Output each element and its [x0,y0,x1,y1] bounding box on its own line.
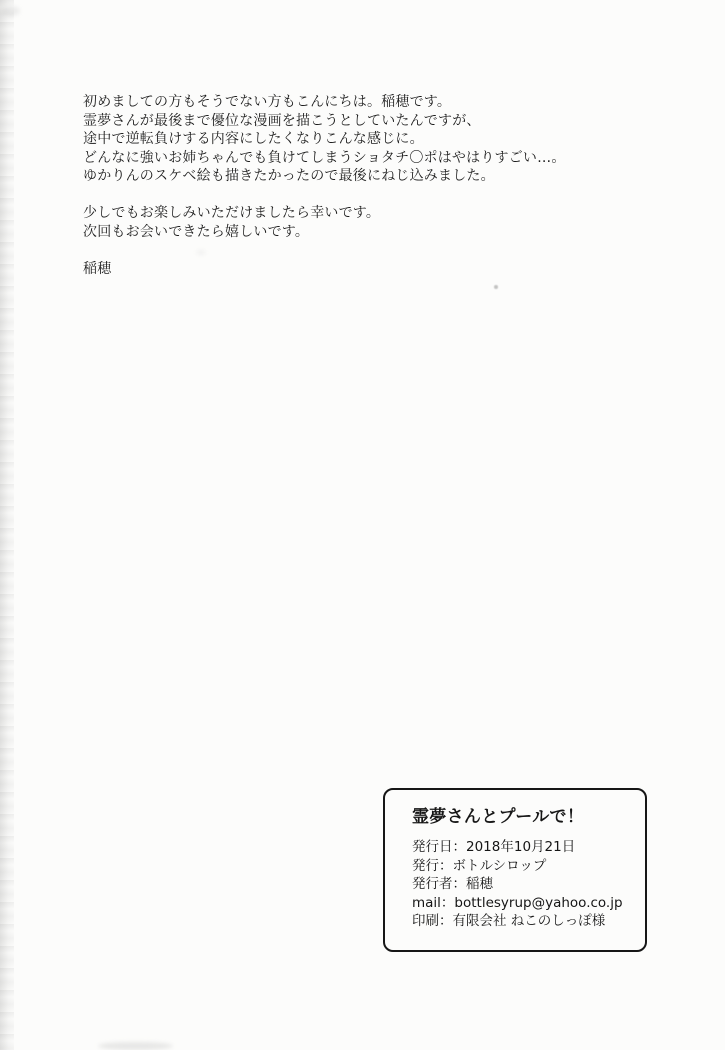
colophon-publish-date: 発行日：2018年10月21日 [412,839,576,855]
scan-artifact [2,6,20,16]
afterword-text-block [83,93,643,278]
author-signature: 稲穂 [83,260,112,277]
afterword-line: 少しでもお楽しみいただけましたら幸いです。 [83,205,381,221]
colophon-title: 霊夢さんとプールで！ [412,807,585,827]
scan-artifact [98,1042,173,1050]
afterword-paragraph-1 [83,93,643,186]
scan-edge-texture [0,0,14,1050]
afterword-line: 次回もお会いできたら嬉しいです。 [83,223,310,240]
afterword-paragraph-2 [83,204,643,241]
afterword-line: 初めましての方もそうでない方もこんにちは。稲穂です。 [83,94,452,110]
colophon-box [383,788,647,952]
afterword-line: 霊夢さんが最後まで優位な漫画を描こうとしていたんですが、 [83,112,481,129]
colophon-publisher-circle: 発行：ボトルシロップ [412,857,547,874]
colophon-publisher-author: 発行者：稲穂 [412,876,493,893]
afterword-line: どんなに強いお姉ちゃんでも負けてしまうショタチ〇ポはやはりすごい…。 [83,149,566,166]
colophon-printer: 印刷：有限会社 ねこのしっぽ様 [412,913,606,930]
scan-artifact [494,285,498,289]
afterword-line: ゆかりんのスケベ絵も描きたかったので最後にねじ込みました。 [83,168,495,184]
afterword-line: 途中で逆転負けする内容にしたくなりこんな感じに。 [83,131,424,147]
colophon-mail: mail：bottlesyrup@yahoo.co.jp [412,894,623,911]
